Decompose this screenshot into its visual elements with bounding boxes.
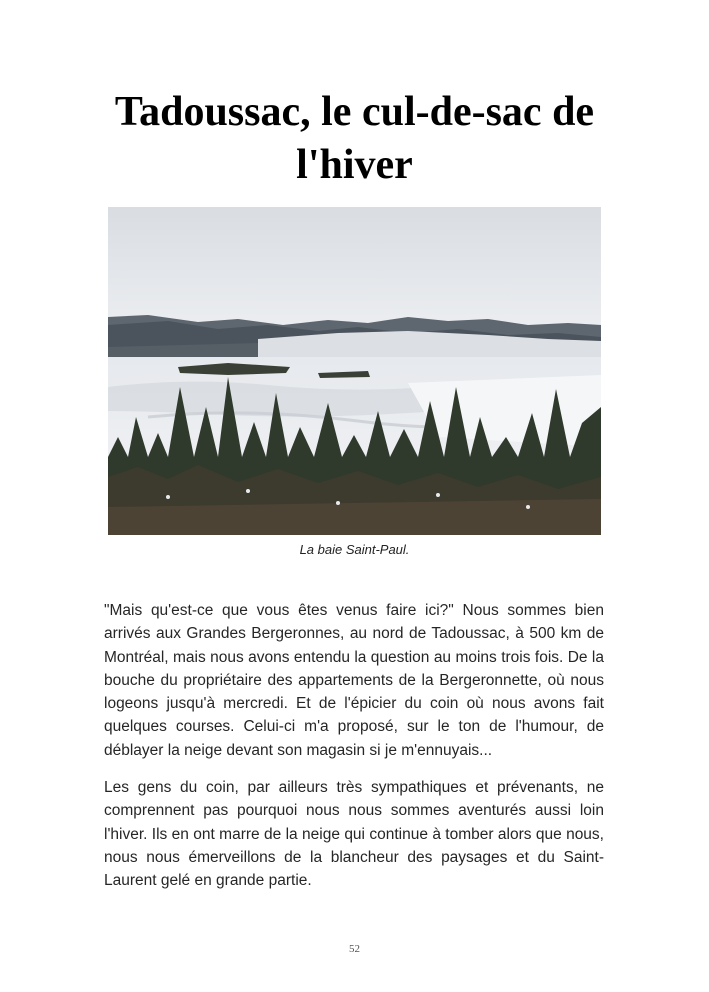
landscape-photo xyxy=(108,207,601,535)
page-number: 52 xyxy=(349,943,360,955)
title-line-1: Tadoussac, le cul-de-sac de xyxy=(114,89,595,135)
article-title xyxy=(60,86,649,192)
photo-caption: La baie Saint-Paul. xyxy=(299,542,410,557)
paragraph-2: Les gens du coin, par ailleurs très sympathiques et prévenants, ne comprennent pas pourquoi nous nous sommes aventurés aussi loin l'hiver. Ils en ont marre de la neige qui continue à tomber alors que nous, nous nous émerveillons de la blancheur des paysages et du Saint-Laurent gelé en grande partie. xyxy=(104,779,604,890)
title-line-2: l'hiver xyxy=(296,142,413,188)
paragraph-1: "Mais qu'est-ce que vous êtes venus faire ici?" Nous sommes bien arrivés aux Grandes Bergeronnes, au nord de Tadoussac, à 500 km de Montréal, mais nous avons entendu la question au moins trois fois. De la bouche du propriétaire des appartements de la Bergeronnette, où nous logeons jusqu'à mercredi. Et de l'épicier du coin où nous avons fait quelques courses. Celui-ci m'a proposé, sur le ton de l'humour, de déblayer la neige devant son magasin si je m'ennuyais... xyxy=(104,602,604,759)
article-body xyxy=(104,599,604,907)
